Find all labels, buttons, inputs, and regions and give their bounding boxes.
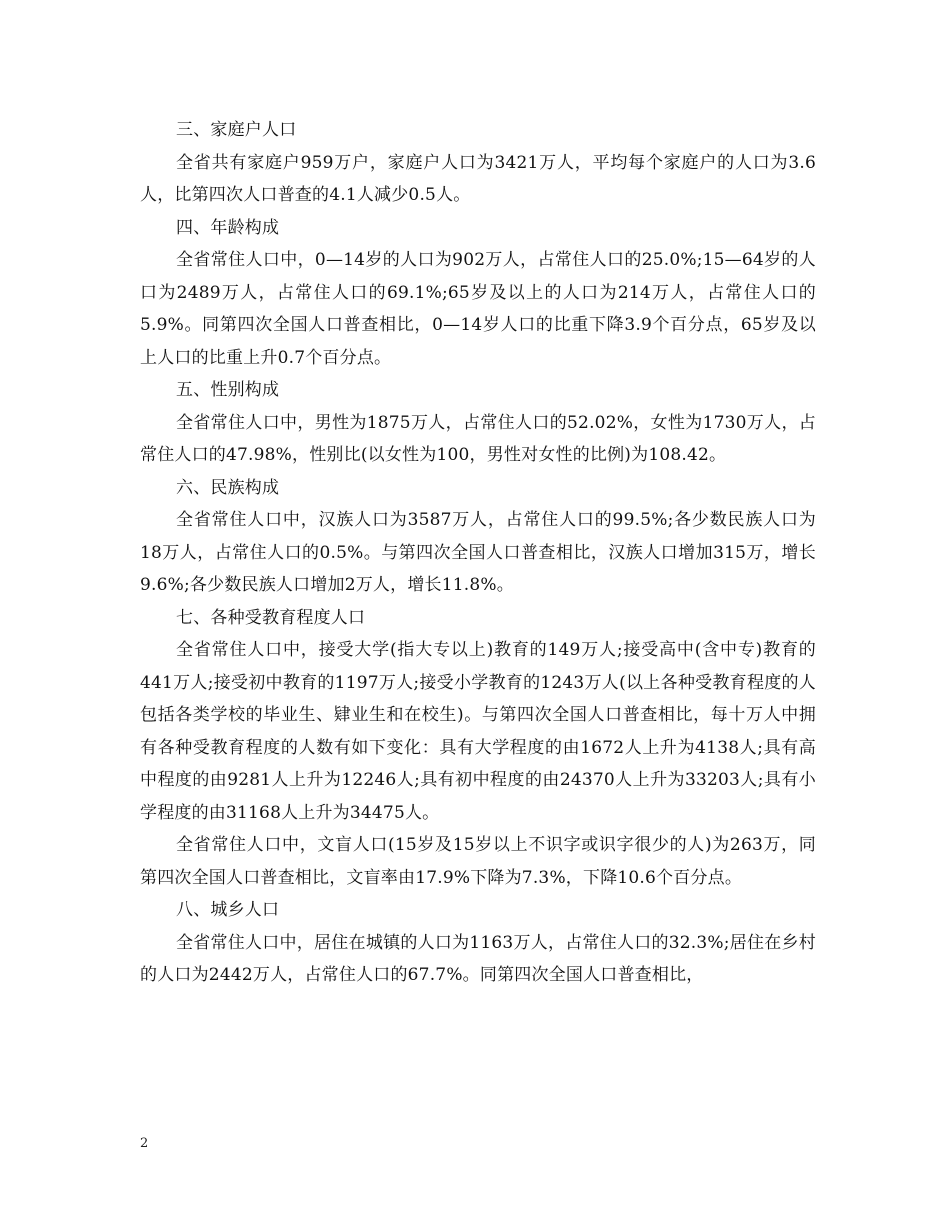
section-heading-gender: 五、性别构成 bbox=[176, 380, 280, 400]
paragraph-gender: 全省常住人口中，男性为1875万人，占常住人口的52.02%，女性为1730万人，占常住人口的47.98%，性别比(以女性为100，男性对女性的比例)为108.42。 bbox=[140, 412, 816, 465]
section-heading-urban-rural: 八、城乡人口 bbox=[176, 900, 280, 920]
section-heading-age: 四、年龄构成 bbox=[176, 217, 280, 238]
document-body bbox=[140, 114, 816, 992]
section-heading-household: 三、家庭户人口 bbox=[176, 120, 297, 140]
section-heading-education: 七、各种受教育程度人口 bbox=[176, 607, 366, 628]
paragraph-age: 全省常住人口中，0—14岁的人口为902万人，占常住人口的25.0%;15—64岁的人口为2489万人，占常住人口的69.1%;65岁及以上的人口为214万人，占常住人口的5.9%。同第四次全国人口普查相比，0—14岁人口的比重下降3.9个百分点，65岁及以上人口的比重上升0.7个百分点。 bbox=[140, 250, 816, 368]
section-heading-ethnicity: 六、民族构成 bbox=[176, 477, 280, 498]
paragraph-ethnicity: 全省常住人口中，汉族人口为3587万人，占常住人口的99.5%;各少数民族人口为18万人，占常住人口的0.5%。与第四次全国人口普查相比，汉族人口增加315万，增长9.6%;各少数民族人口增加2万人，增长11.8%。 bbox=[140, 510, 816, 595]
paragraph-education: 全省常住人口中，接受大学(指大专以上)教育的149万人;接受高中(含中专)教育的441万人;接受初中教育的1197万人;接受小学教育的1243万人(以上各种受教育程度的人包括各类学校的毕业生、肄业生和在校生)。与第四次全国人口普查相比，每十万人中拥有各种受教育程度的人数有如下变化：具有大学程度的由1672人上升为4138人;具有高中程度的由9281人上升为12246人;具有初中程度的由24370人上升为33203人;具有小学程度的由31168人上升为34475人。 bbox=[140, 640, 816, 823]
page-number: 2 bbox=[140, 1136, 149, 1151]
paragraph-urban-rural: 全省常住人口中，居住在城镇的人口为1163万人，占常住人口的32.3%;居住在乡村的人口为2442万人，占常住人口的67.7%。同第四次全国人口普查相比， bbox=[140, 932, 816, 985]
paragraph-household: 全省共有家庭户959万户，家庭户人口为3421万人，平均每个家庭户的人口为3.6人，比第四次人口普查的4.1人减少0.5人。 bbox=[140, 152, 816, 205]
paragraph-illiteracy: 全省常住人口中，文盲人口(15岁及15岁以上不识字或识字很少的人)为263万，同第四次全国人口普查相比，文盲率由17.9%下降为7.3%，下降10.6个百分点。 bbox=[140, 835, 816, 888]
